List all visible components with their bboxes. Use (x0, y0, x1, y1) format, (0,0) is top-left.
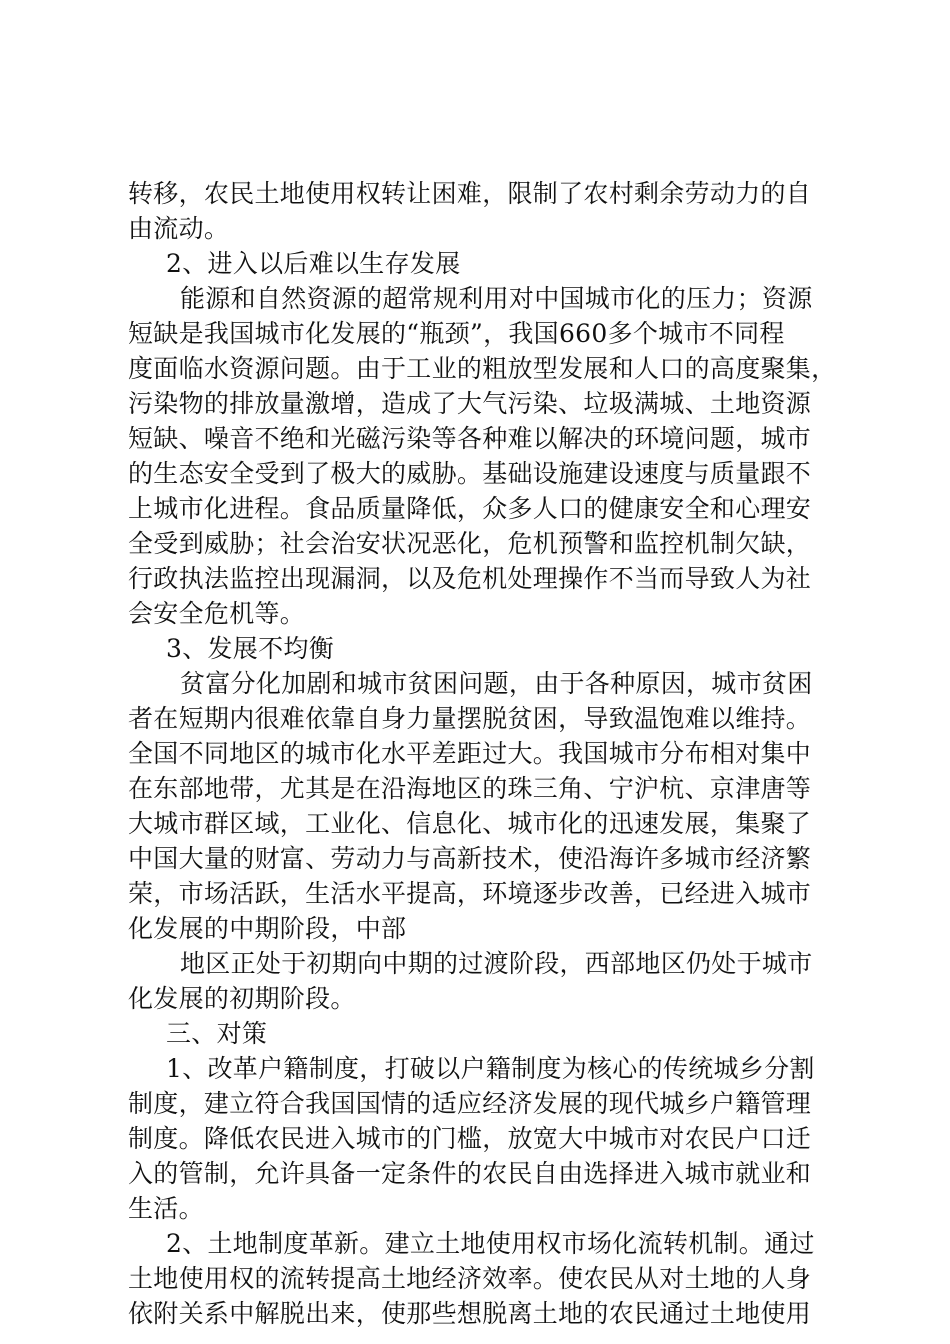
text-line: 依附关系中解脱出来，使那些想脱离土地的农民通过土地使用 (128, 1299, 812, 1328)
text-line: 上城市化进程。食品质量降低，众多人口的健康安全和心理安 (128, 494, 812, 523)
paragraph-start: 1、改革户籍制度，打破以户籍制度为核心的传统城乡分割 (166, 1054, 815, 1083)
text-line: 会安全危机等。 (128, 599, 306, 628)
text-line: 荣，市场活跃，生活水平提高，环境逐步改善，已经进入城市 (128, 879, 812, 908)
text-line: 短缺、噪音不绝和光磁污染等各种难以解决的环境问题，城市 (128, 424, 812, 453)
text-line: 大城市群区域，工业化、信息化、城市化的迅速发展，集聚了 (128, 809, 812, 838)
text-line: 行政执法监控出现漏洞，以及危机处理操作不当而导致人为社 (128, 564, 812, 593)
text-line: 全国不同地区的城市化水平差距过大。我国城市分布相对集中 (128, 739, 812, 768)
paragraph-start: 2、土地制度革新。建立土地使用权市场化流转机制。通过 (166, 1229, 815, 1258)
paragraph-start: 贫富分化加剧和城市贫困问题，由于各种原因，城市贫困 (180, 669, 813, 698)
text-line: 在东部地带，尤其是在沿海地区的珠三角、宁沪杭、京津唐等 (128, 774, 812, 803)
text-line: 短缺是我国城市化发展的“瓶颈”，我国660多个城市不同程 (128, 319, 785, 348)
section-heading: 2、进入以后难以生存发展 (166, 249, 461, 278)
text-line: 度面临水资源问题。由于工业的粗放型发展和人口的高度聚集， (128, 354, 837, 383)
paragraph-start: 地区正处于初期向中期的过渡阶段，西部地区仍处于城市 (180, 949, 813, 978)
text-line: 的生态安全受到了极大的威胁。基础设施建设速度与质量跟不 (128, 459, 812, 488)
text-line: 制度，建立符合我国国情的适应经济发展的现代城乡户籍管理 (128, 1089, 812, 1118)
text-line: 污染物的排放量激增，造成了大气污染、垃圾满城、土地资源 (128, 389, 812, 418)
text-line: 土地使用权的流转提高土地经济效率。使农民从对土地的人身 (128, 1264, 812, 1293)
text-line: 生活。 (128, 1194, 204, 1223)
text-line: 者在短期内很难依靠自身力量摆脱贫困，导致温饱难以维持。 (128, 704, 812, 733)
section-heading: 三、对策 (166, 1019, 268, 1048)
document-body (128, 176, 836, 1331)
text-line: 入的管制，允许具备一定条件的农民自由选择进入城市就业和 (128, 1159, 812, 1188)
section-heading: 3、发展不均衡 (166, 634, 335, 663)
text-line: 转移，农民土地使用权转让困难，限制了农村剩余劳动力的自 (128, 179, 812, 208)
paragraph-start: 能源和自然资源的超常规利用对中国城市化的压力；资源 (180, 284, 813, 313)
text-line: 中国大量的财富、劳动力与高新技术，使沿海许多城市经济繁 (128, 844, 812, 873)
text-line: 全受到威胁；社会治安状况恶化，危机预警和监控机制欠缺， (128, 529, 812, 558)
text-line: 化发展的中期阶段，中部 (128, 914, 407, 943)
text-line: 制度。降低农民进入城市的门槛，放宽大中城市对农民户口迁 (128, 1124, 812, 1153)
text-line: 化发展的初期阶段。 (128, 984, 356, 1013)
text-line: 由流动。 (128, 214, 230, 243)
